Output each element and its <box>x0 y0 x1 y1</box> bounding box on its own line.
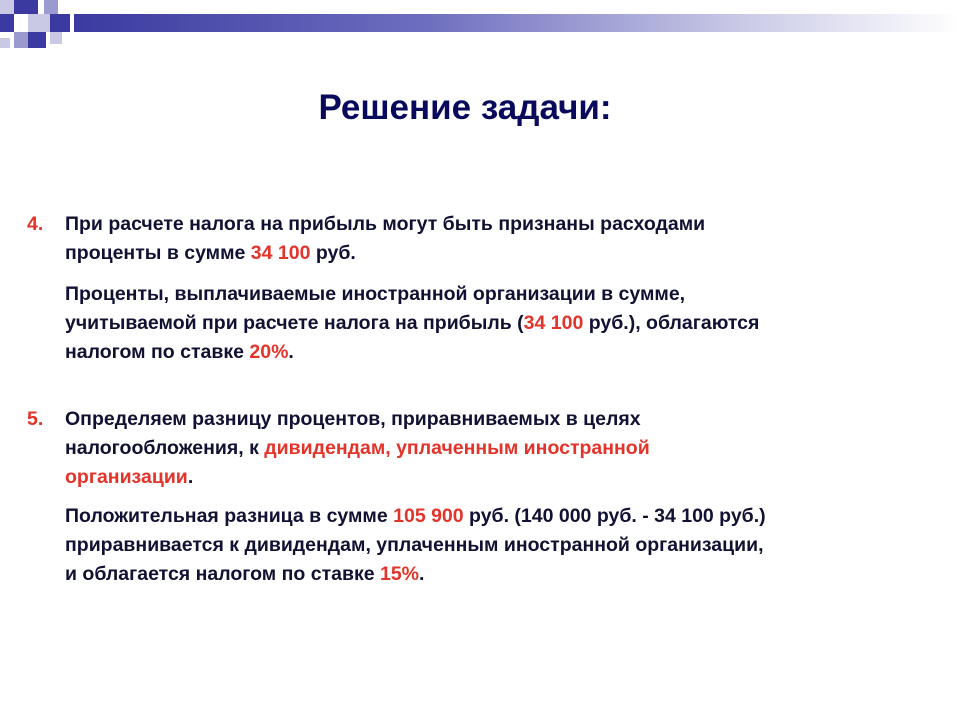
text-fragment: налогом по ставке <box>65 341 250 363</box>
text-fragment: Положительная разница в сумме <box>65 505 394 527</box>
text-line <box>65 463 925 492</box>
highlight-text: организации <box>65 466 188 488</box>
item-number: 4. <box>27 213 44 235</box>
text-fragment: . <box>288 341 294 363</box>
text-line <box>65 338 935 367</box>
decor-square <box>28 14 50 32</box>
decor-square <box>50 32 62 44</box>
decor-square <box>0 14 14 32</box>
text-line <box>65 239 925 268</box>
text-line: Проценты, выплачиваемые иностранной организации в сумме, <box>65 283 686 305</box>
highlight-amount: 34 100 <box>250 242 311 264</box>
decor-square <box>0 38 10 48</box>
header-decoration <box>0 0 960 60</box>
text-line: При расчете налога на прибыль могут быть признаны расходами <box>65 213 706 235</box>
decor-square <box>0 0 14 14</box>
decor-square <box>14 32 28 48</box>
text-fragment: руб.), облагаются <box>583 312 760 334</box>
text-fragment: . <box>419 563 425 585</box>
highlight-rate: 15% <box>379 563 420 585</box>
decor-square <box>44 0 58 14</box>
slide-title: Решение задачи: <box>318 88 612 127</box>
text-fragment: и облагается налогом по ставке <box>65 563 380 585</box>
text-fragment: проценты в сумме <box>65 242 251 264</box>
highlight-amount: 34 100 <box>523 312 584 334</box>
highlight-amount: 105 900 <box>393 505 464 527</box>
text-fragment: руб. <box>310 242 356 264</box>
text-fragment: руб. (140 000 руб. - 34 100 руб.) <box>463 505 766 527</box>
text-line <box>65 560 935 589</box>
text-fragment: учитываемой при расчете налога на прибыль ( <box>65 312 524 334</box>
item-text <box>65 210 925 268</box>
text-line <box>65 434 925 463</box>
decor-square <box>14 0 38 14</box>
text-fragment: . <box>187 466 194 488</box>
decor-square <box>28 32 46 48</box>
text-line <box>65 502 935 531</box>
paragraph-4 <box>65 280 935 367</box>
decor-square <box>14 14 28 32</box>
item-text <box>65 405 925 492</box>
highlight-rate: 20% <box>249 341 289 363</box>
item-number: 5. <box>27 408 44 430</box>
decor-square <box>50 14 70 32</box>
text-fragment: налогообложения, к <box>65 437 265 459</box>
paragraph-5 <box>65 502 935 589</box>
text-line: Определяем разницу процентов, приравниваемых в целях <box>65 408 641 430</box>
text-line <box>65 309 935 338</box>
text-line: приравнивается к дивидендам, уплаченным иностранной организации, <box>65 534 764 556</box>
header-gradient-bar <box>74 14 960 32</box>
highlight-text: дивидендам, уплаченным иностранной <box>264 437 650 459</box>
